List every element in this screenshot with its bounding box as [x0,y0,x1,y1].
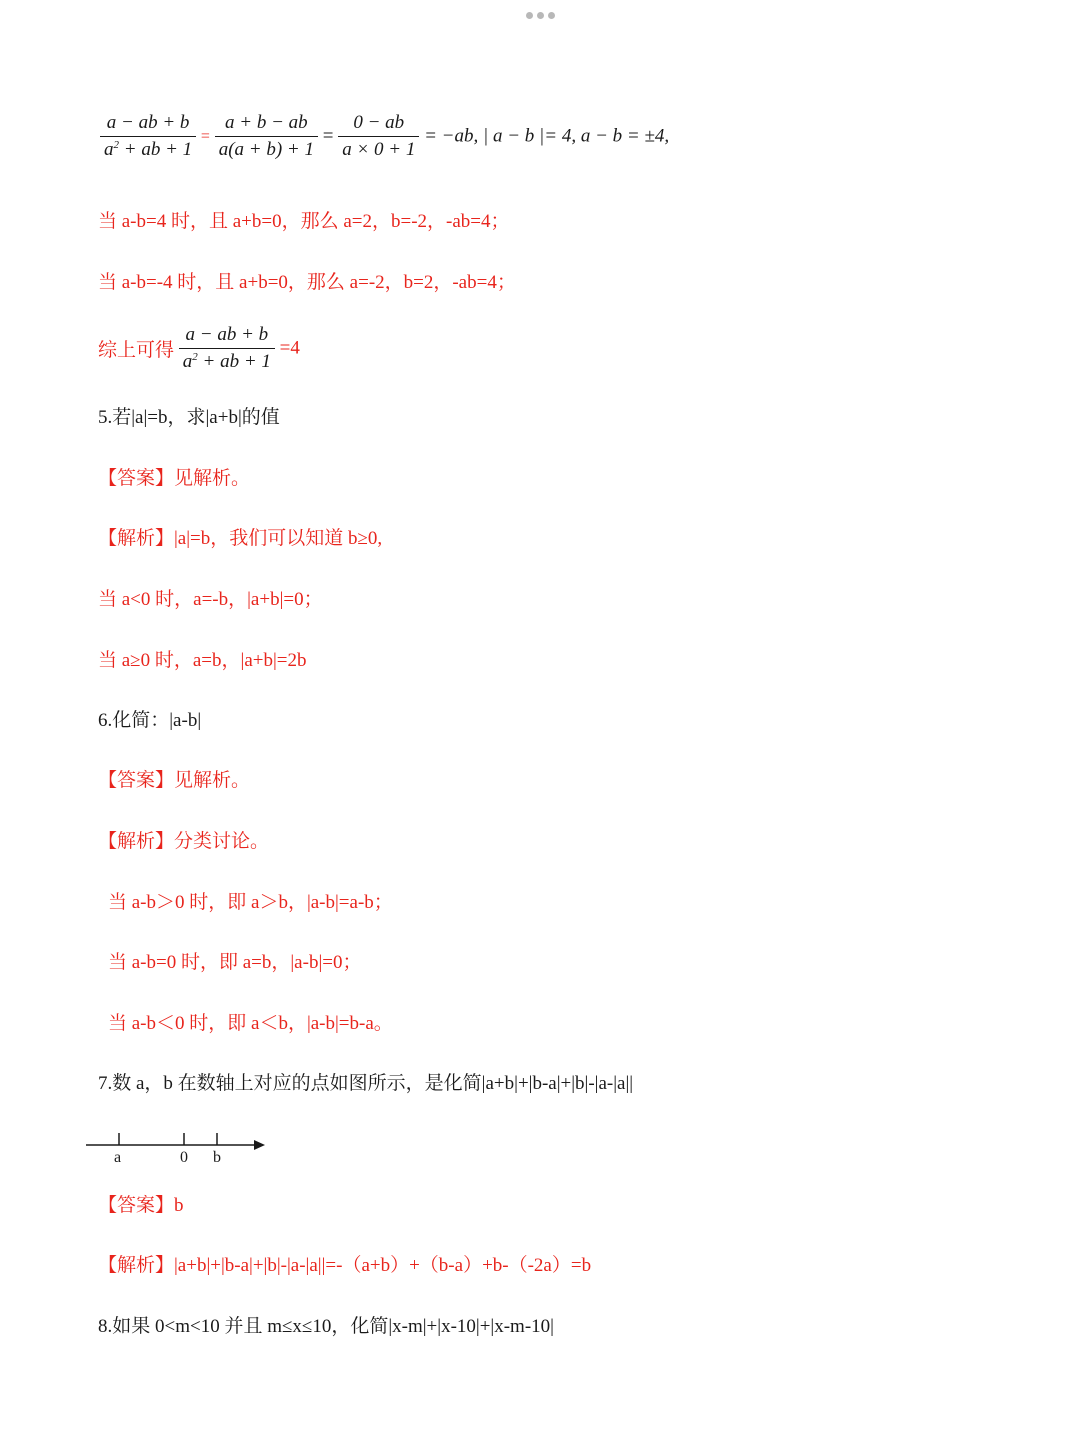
number-line-arrow [254,1140,265,1150]
analysis-5-case-1: 当 a<0 时，a=-b，|a+b|=0； [98,589,323,610]
analysis-7: 【解析】|a+b|+|b-a|+|b|-|a-|a||=-（a+b）+（b-a）+b-（-2a）=b [98,1255,592,1276]
fraction-1: $\frac{a - ab + b}{a^2 + ab + 1}$ [100,112,196,161]
case-a-minus-b-neg4: 当 a-b=-4 时，且 a+b=0，那么 a=-2，b=2，-ab=4； [98,272,516,293]
fraction-3: $\frac{0 - ab}{a \times 0 + 1}$ [338,112,419,161]
derivation-formula: $\frac{a - ab + b}{a^2 + ab + 1}$ = $\frac{a + b - ab}{a(a + b) + 1}$ = $\frac{0 - ab}{a \times 0 + 1}$ = −ab, | a − b |= 4, a − b = ±4, [100,112,669,161]
question-8: 8.如果 0<m<10 并且 m≤x≤10，化简|x-m|+|x-10|+|x-m-10| [98,1316,554,1337]
analysis-6: 【解析】分类讨论。 [98,831,270,852]
formula-tail: = −ab, | a − b |= 4, a − b = ±4, [424,125,670,147]
analysis-6-case-2: 当 a-b=0 时，即 a=b，|a-b|=0； [108,952,362,973]
question-6: 6.化简：|a-b| [98,710,202,731]
analysis-6-case-1: 当 a-b＞0 时，即 a＞b，|a-b|=a-b； [108,892,393,913]
label-0: 0 [180,1149,188,1166]
more-options-icon[interactable] [0,6,1080,24]
question-5: 5.若|a|=b，求|a+b|的值 [98,407,280,428]
question-7: 7.数 a，b 在数轴上对应的点如图所示，是化简|a+b|+|b-a|+|b|-|a-|a|| [98,1073,634,1094]
answer-5: 【答案】见解析。 [98,468,251,489]
conclusion-line: 综上可得 $\frac{a - ab + b}{a^2 + ab + 1}$ =4 [98,324,300,372]
label-a: a [114,1149,122,1166]
analysis-5: 【解析】|a|=b，我们可以知道 b≥0, [98,528,383,549]
answer-7: 【答案】b [98,1195,184,1216]
analysis-6-case-3: 当 a-b＜0 时，即 a＜b，|a-b|=b-a。 [108,1013,393,1034]
conclusion-fraction: $\frac{a - ab + b}{a^2 + ab + 1}$ [179,324,275,373]
case-a-minus-b-4: 当 a-b=4 时，且 a+b=0，那么 a=2，b=-2，-ab=4； [98,211,510,232]
number-line-figure [84,1128,274,1168]
answer-6: 【答案】见解析。 [98,770,251,791]
label-b: b [213,1149,221,1166]
fraction-2: $\frac{a + b - ab}{a(a + b) + 1}$ [215,112,318,161]
analysis-5-case-2: 当 a≥0 时，a=b，|a+b|=2b [98,650,307,671]
